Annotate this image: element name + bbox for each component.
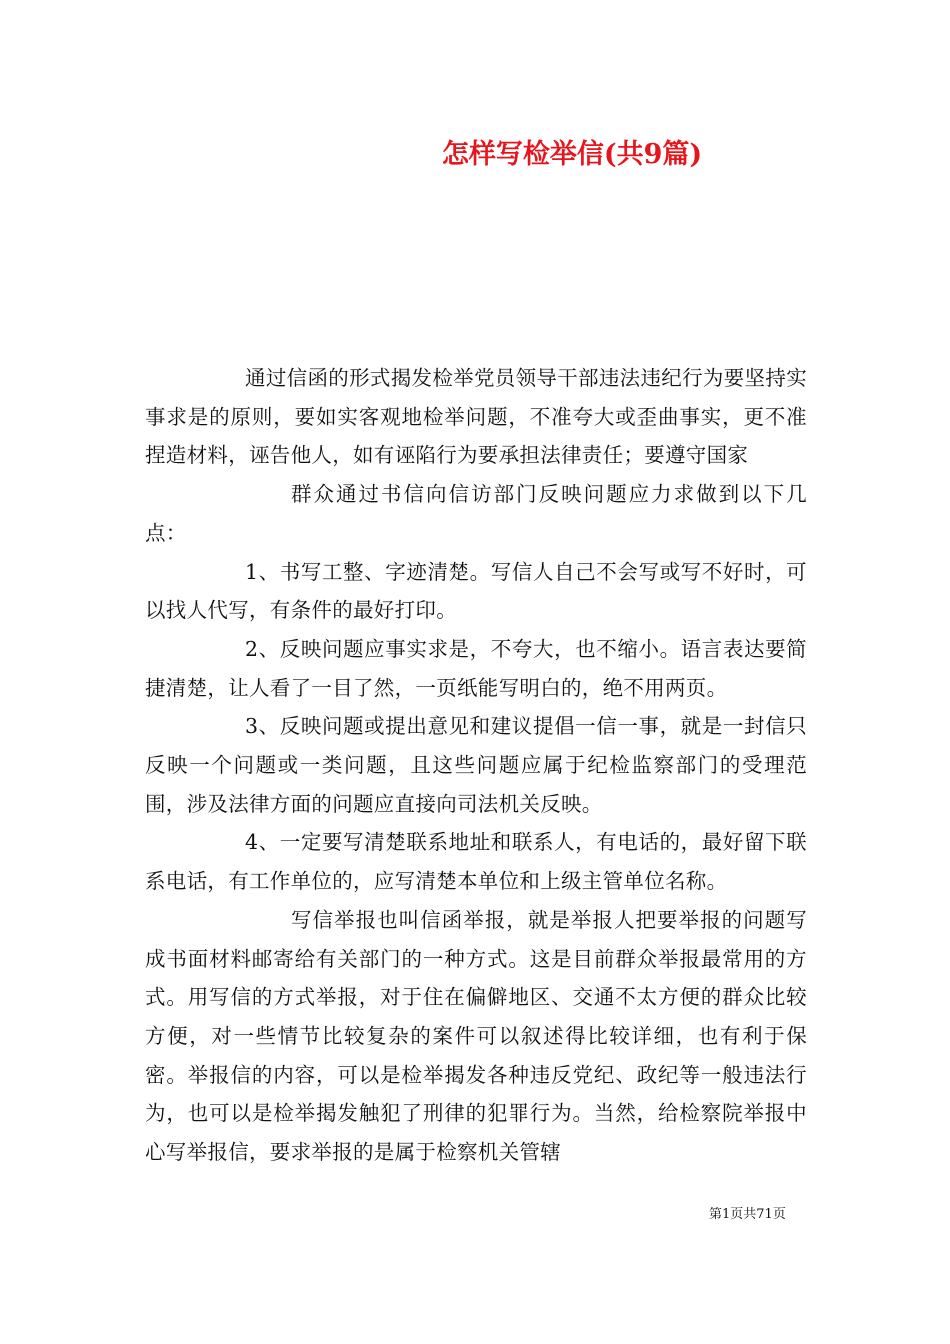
- paragraph-3: 1、书写工整、字迹清楚。写信人自己不会写或写不好时，可以找人代写，有条件的最好打印。: [145, 559, 807, 623]
- document-body: [145, 359, 807, 1172]
- paragraph-2: 群众通过书信向信访部门反映问题应力求做到以下几点：: [145, 482, 807, 545]
- page-number-footer: 第1页共71页: [709, 1207, 786, 1222]
- document-title: 怎样写检举信(共9篇): [441, 139, 703, 170]
- paragraph-4: 2、反映问题应事实求是，不夸大，也不缩小。语言表达要简捷清楚，让人看了一目了然，一页纸能写明白的，绝不用两页。: [145, 636, 807, 700]
- paragraph-6: 4、一定要写清楚联系地址和联系人，有电话的，最好留下联系电话，有工作单位的，应写清楚本单位和上级主管单位名称。: [145, 830, 807, 894]
- paragraph-5: 3、反映问题或提出意见和建议提倡一信一事，就是一封信只反映一个问题或一类问题，且这些问题应属于纪检监察部门的受理范围，涉及法律方面的问题应直接向司法机关反映。: [145, 714, 807, 816]
- paragraph-1: 通过信函的形式揭发检举党员领导干部违法违纪行为要坚持实事求是的原则，要如实客观地检举问题，不准夸大或歪曲事实，更不准捏造材料，诬告他人，如有诬陷行为要承担法律责任；要遵守国家: [145, 366, 807, 468]
- paragraph-7: 写信举报也叫信函举报，就是举报人把要举报的问题写成书面材料邮寄给有关部门的一种方式。这是目前群众举报最常用的方式。用写信的方式举报，对于住在偏僻地区、交通不太方便的群众比较方便，对一些情节比较复杂的案件可以叙述得比较详细，也有利于保密。举报信的内容，可以是检举揭发各种违反党纪、政纪等一般违法行为，也可以是检举揭发触犯了刑律的犯罪行为。当然，给检察院举报中心写举报信，要求举报的是属于检察机关管辖: [145, 907, 807, 1165]
